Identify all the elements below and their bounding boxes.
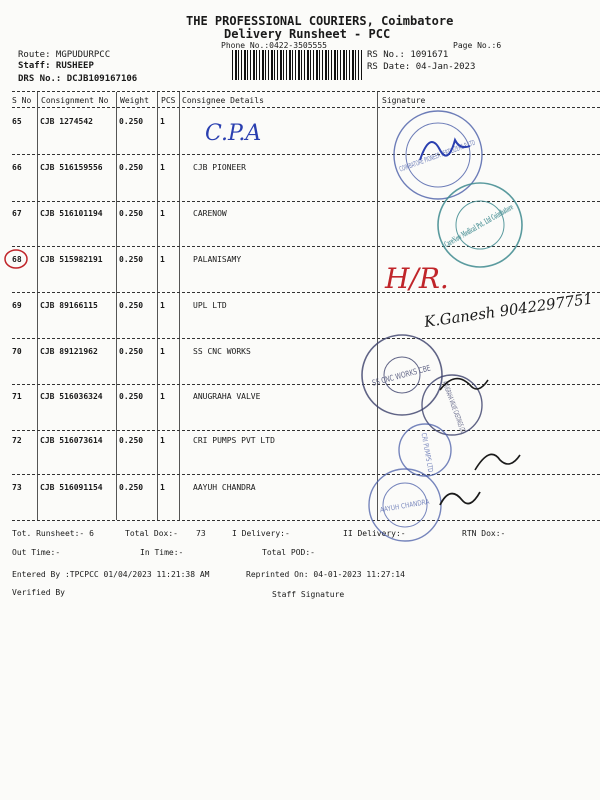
handwriting-ganesh: K.Ganesh 9042297751 [423, 289, 597, 331]
row-sno: 66 [12, 163, 22, 172]
phone-number: Phone No.:0422-3505555 [221, 41, 327, 50]
svg-text:COIMBATORE PIONEER FERTILIZERS: COIMBATORE PIONEER FERTILIZERS P. LTD [398, 115, 541, 174]
svg-text:SS CNC WORKS CBE: SS CNC WORKS CBE [371, 357, 452, 388]
row-consignment: CJB 1274542 [40, 117, 93, 126]
row-consignee: SS CNC WORKS [193, 347, 251, 356]
row-weight: 0.250 [119, 347, 144, 356]
row-pcs: 1 [160, 392, 165, 401]
row-weight: 0.250 [119, 392, 144, 401]
row-consignee: ANUGRAHA VALVE [193, 392, 261, 401]
total-dox-label: Total Dox:- [125, 529, 178, 538]
total-dox-value: 73 [196, 529, 206, 538]
ii-delivery: II Delivery:- [343, 529, 406, 538]
sscnc-stamp [362, 335, 452, 415]
row-weight: 0.250 [119, 436, 144, 445]
svg-text:ANUGRAHA VALVE CASTINGS LTD: ANUGRAHA VALVE CASTINGS LTD [440, 380, 489, 493]
row-sno: 72 [12, 436, 22, 445]
row-weight: 0.250 [119, 483, 144, 492]
row-consignment: CJB 516159556 [40, 163, 103, 172]
in-time: In Time:- [140, 548, 184, 557]
col-header-sno: S No [12, 96, 32, 105]
row-weight: 0.250 [119, 209, 144, 218]
row-consignment: CJB 515982191 [40, 255, 103, 264]
row-weight: 0.250 [119, 117, 144, 126]
col-header-signature: Signature [382, 96, 426, 105]
row-consignee: AAYUH CHANDRA [193, 483, 256, 492]
row-consignment: CJB 516073614 [40, 436, 103, 445]
row-pcs: 1 [160, 117, 165, 126]
row-weight: 0.250 [119, 301, 144, 310]
row-pcs: 1 [160, 483, 165, 492]
reprinted-on: Reprinted On: 04-01-2023 11:27:14 [246, 570, 405, 579]
col-header-consignment: Consignment No [41, 96, 109, 105]
row-consignment: CJB 516101194 [40, 209, 103, 218]
row-pcs: 1 [160, 436, 165, 445]
handwriting-cpa: C.P.A [205, 121, 262, 146]
out-time: Out Time:- [12, 548, 61, 557]
row-sno: 65 [12, 117, 22, 126]
row-pcs: 1 [160, 255, 165, 264]
row-consignee: CJB PIONEER [193, 163, 246, 172]
staff: Staff: RUSHEEP [18, 61, 94, 71]
row-sno: 69 [12, 301, 22, 310]
tot-runsheet: Tot. Runsheet:- 6 [12, 529, 94, 538]
svg-text:CRI PUMPS LTD: CRI PUMPS LTD [419, 432, 437, 486]
row-consignee: PALANISAMY [193, 255, 242, 264]
aayuh-stamp [369, 469, 441, 541]
signature-scribble [440, 492, 480, 505]
svg-text:AAYUH CHANDRA: AAYUH CHANDRA [379, 495, 441, 515]
document-title: Delivery Runsheet - PCC [224, 27, 391, 41]
company-title: THE PROFESSIONAL COURIERS, Coimbatore [186, 14, 454, 28]
row-consignment: CJB 516036324 [40, 392, 103, 401]
entered-by: Entered By :TPCPCC 01/04/2023 11:21:38 AM [12, 570, 210, 579]
cri-stamp [399, 424, 451, 486]
svg-text:CareNow Medical Pvt. Ltd Coimb: CareNow Medical Pvt. Ltd Coimbatore [442, 154, 596, 250]
col-header-weight: Weight [120, 96, 149, 105]
total-pod: Total POD:- [262, 548, 315, 557]
row-pcs: 1 [160, 163, 165, 172]
carenow-stamp [438, 154, 596, 267]
row-weight: 0.250 [119, 163, 144, 172]
i-delivery: I Delivery:- [232, 529, 290, 538]
row-sno: 73 [12, 483, 22, 492]
row-consignee: CRI PUMPS PVT LTD [193, 436, 275, 445]
handwriting-hr: H/R. [385, 262, 449, 295]
rs-number: RS No.: 1091671 [367, 50, 449, 60]
row-pcs: 1 [160, 209, 165, 218]
row-consignment: CJB 89121962 [40, 347, 98, 356]
row-consignee: CARENOW [193, 209, 227, 218]
red-circle-mark [5, 250, 27, 268]
row-consignment: CJB 516091154 [40, 483, 103, 492]
row-sno: 70 [12, 347, 22, 356]
col-header-pcs: PCS [161, 96, 176, 105]
drs-number: DRS No.: DCJB109167106 [18, 74, 138, 84]
row-sno: 68 [12, 255, 22, 264]
signature-scribble [475, 454, 520, 470]
verified-by: Verified By [12, 588, 65, 597]
row-weight: 0.250 [119, 255, 144, 264]
page-number: Page No.:6 [453, 41, 502, 50]
row-sno: 71 [12, 392, 22, 401]
row-consignee: UPL LTD [193, 301, 227, 310]
route: Route: MGPUDURPCC [18, 50, 111, 60]
rs-date: RS Date: 04-Jan-2023 [367, 62, 476, 72]
row-pcs: 1 [160, 347, 165, 356]
rtn-dox: RTN Dox:- [462, 529, 506, 538]
row-sno: 67 [12, 209, 22, 218]
row-consignment: CJB 89166115 [40, 301, 98, 310]
row-pcs: 1 [160, 301, 165, 310]
pioneer-stamp [394, 111, 541, 199]
col-header-consignee: Consignee Details [182, 96, 264, 105]
staff-signature-label: Staff Signature [272, 590, 345, 599]
